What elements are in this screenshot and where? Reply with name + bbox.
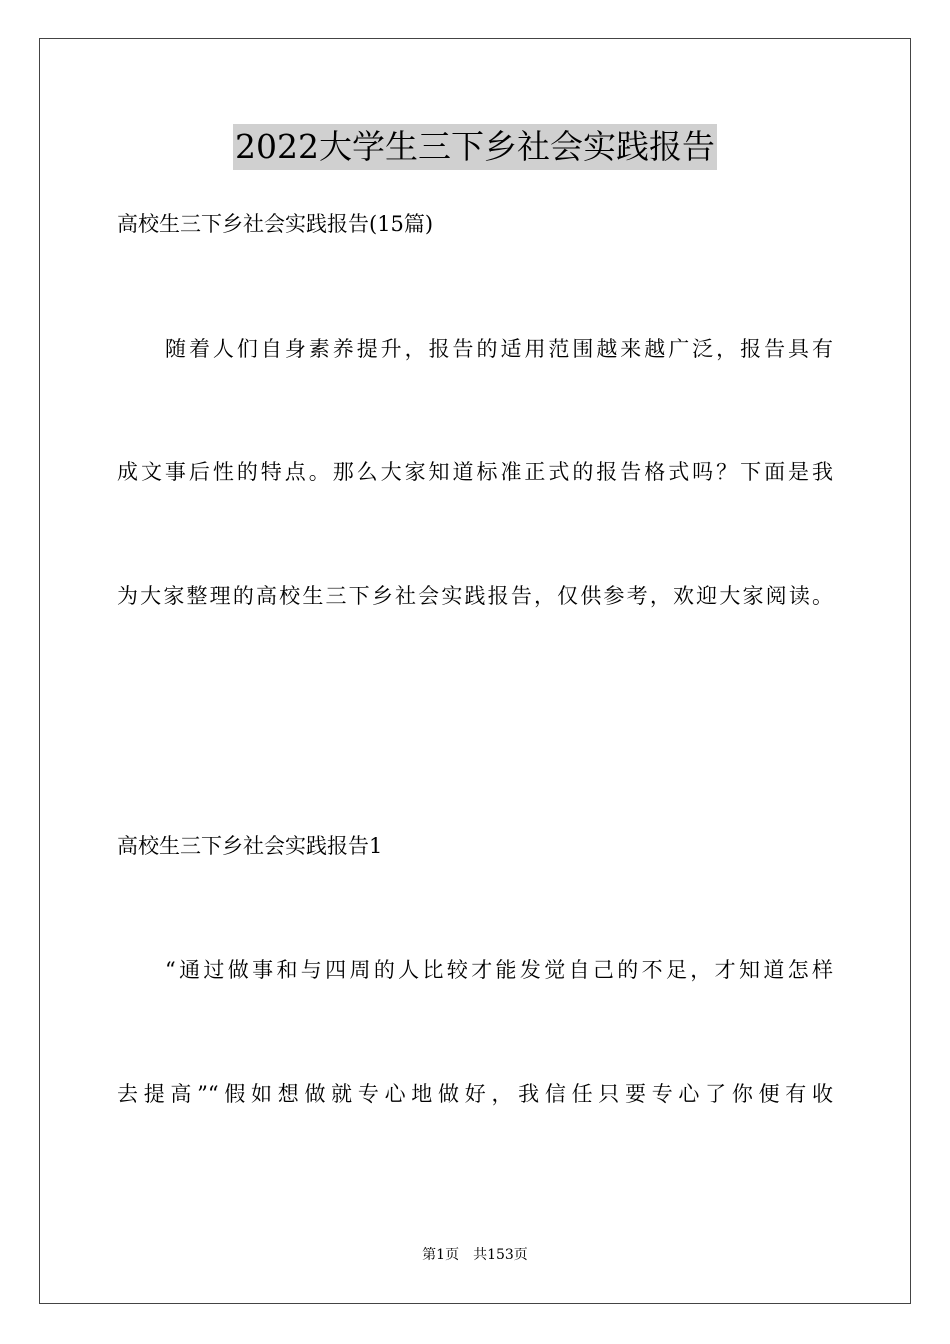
intro-line-2: 成文事后性的特点。那么大家知道标准正式的报告格式吗？下面是我 [117, 460, 833, 484]
intro-line-3: 为大家整理的高校生三下乡社会实践报告，仅供参考，欢迎大家阅读。 [117, 584, 833, 608]
document-title: 2022大学生三下乡社会实践报告 [233, 124, 717, 170]
document-subtitle: 高校生三下乡社会实践报告(15篇) [117, 212, 434, 236]
page-footer: 第1页 共153页 [422, 1247, 528, 1263]
title-container [0, 124, 950, 170]
section-heading: 高校生三下乡社会实践报告1 [117, 834, 383, 858]
section-line-2: 去提高”“假如想做就专心地做好，我信任只要专心了你便有收 [117, 1082, 833, 1106]
intro-line-1: 随着人们自身素养提升，报告的适用范围越来越广泛，报告具有 [165, 337, 833, 361]
section-line-1: “通过做事和与四周的人比较才能发觉自己的不足，才知道怎样 [165, 958, 833, 982]
